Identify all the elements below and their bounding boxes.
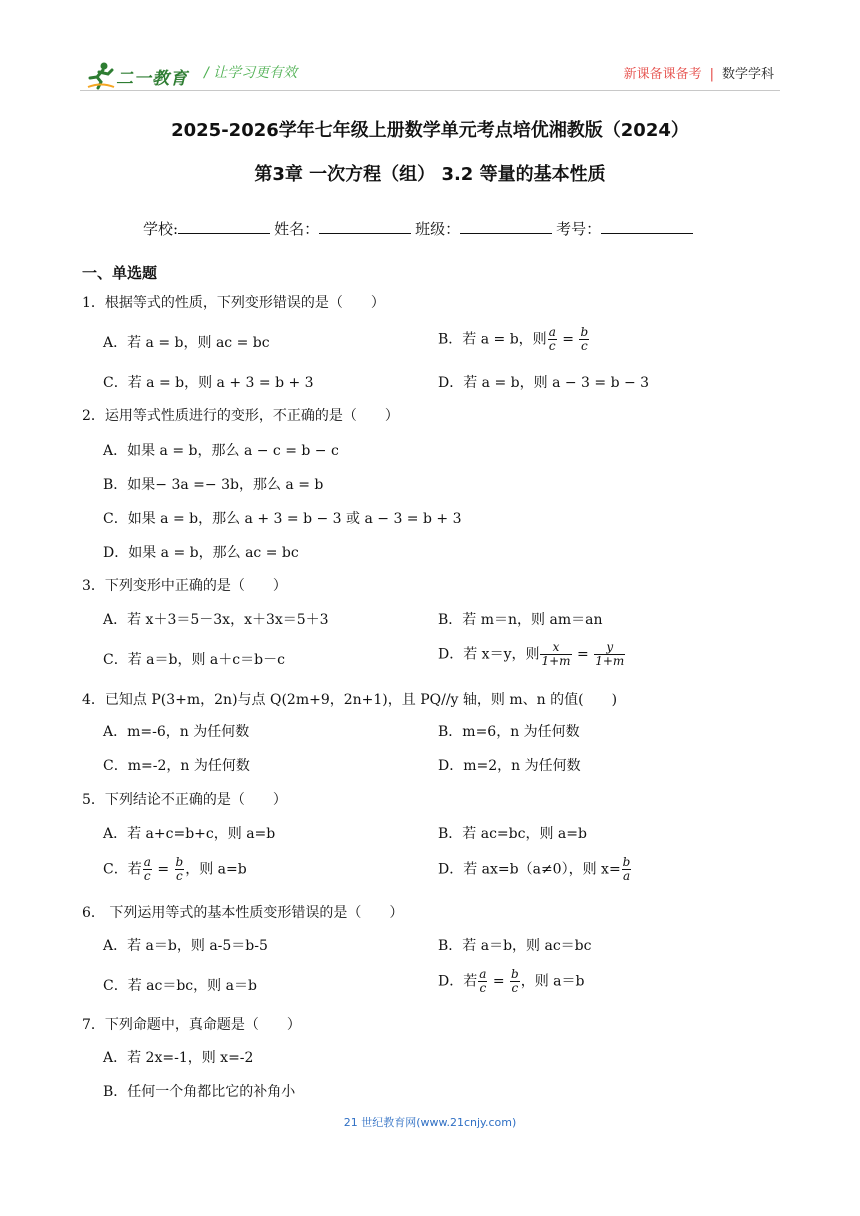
logo bbox=[86, 60, 196, 90]
header-tag: 新课备课备考 bbox=[623, 67, 702, 82]
q5-option-b: B．若 ac=bc，则 a=b bbox=[438, 826, 587, 842]
q5-option-c: C．若 $\frac{a}{c}$ = $\frac{b}{c}$ ，则 a=b bbox=[103, 855, 247, 883]
q6-option-c: C．若 ac＝bc，则 a＝b bbox=[103, 978, 257, 994]
q1-option-b-text: B．若 a = b，则 bbox=[438, 331, 547, 348]
q2-option-b: B．如果− 3a =− 3b，那么 a = b bbox=[103, 477, 324, 493]
numerator: b bbox=[622, 855, 631, 869]
q4-option-d: D．m=2，n 为任何数 bbox=[438, 758, 581, 774]
q5-option-c-tail: ，则 a=b bbox=[185, 861, 247, 878]
student-info-line bbox=[143, 218, 697, 239]
question-2-stem: 2．运用等式性质进行的变形，不正确的是（ ） bbox=[82, 408, 399, 424]
question-3-stem: 3．下列变形中正确的是（ ） bbox=[82, 578, 287, 594]
q6-option-b: B．若 a＝b，则 ac＝bc bbox=[438, 938, 592, 954]
denominator: c bbox=[143, 869, 151, 883]
section-heading: 一、单选题 bbox=[82, 264, 158, 282]
number-label: 考号： bbox=[556, 220, 602, 238]
q2-option-a: A．如果 a = b，那么 a − c = b − c bbox=[103, 443, 339, 459]
school-blank[interactable] bbox=[178, 219, 270, 234]
denominator: 1+m bbox=[595, 654, 625, 668]
header-subject bbox=[624, 63, 774, 82]
fraction bbox=[548, 326, 557, 353]
question-6-stem: 6． 下列运用等式的基本性质变形错误的是（ ） bbox=[82, 905, 404, 921]
q4-option-b: B．m=6，n 为任何数 bbox=[438, 724, 580, 740]
q7-option-a: A．若 2x=-1，则 x=-2 bbox=[103, 1050, 254, 1066]
numerator: b bbox=[175, 855, 184, 869]
q1-option-b: B．若 a = b，则 $\frac{a}{c}$ = $\frac{b}{c}$ bbox=[438, 325, 589, 353]
q2-option-d: D．如果 a = b，那么 ac = bc bbox=[103, 545, 299, 561]
q6-option-d-tail: ，则 a＝b bbox=[520, 973, 585, 990]
fraction bbox=[478, 968, 487, 995]
school-label: 学校: bbox=[143, 220, 179, 238]
chapter-title: 第3章 一次方程（组） 3.2 等量的基本性质 bbox=[254, 164, 606, 185]
numerator: a bbox=[143, 855, 151, 869]
class-blank[interactable] bbox=[460, 219, 552, 234]
fraction bbox=[540, 641, 571, 668]
q6-option-d-text: D．若 bbox=[438, 973, 478, 990]
footer-link[interactable]: 21 世纪教育网(www.21cnjy.com) bbox=[343, 1116, 517, 1129]
numerator: x bbox=[540, 641, 571, 655]
fraction bbox=[143, 856, 152, 883]
denominator: c bbox=[580, 339, 588, 353]
fraction bbox=[510, 968, 520, 995]
q7-option-b: B．任何一个角都比它的补角小 bbox=[103, 1084, 296, 1100]
number-blank[interactable] bbox=[601, 219, 693, 234]
header-subject-label: 数学学科 bbox=[721, 67, 774, 82]
q5-option-a: A．若 a+c=b+c，则 a=b bbox=[103, 826, 276, 842]
denominator: c bbox=[175, 869, 183, 883]
q1-option-c: C．若 a = b，则 a + 3 = b + 3 bbox=[103, 375, 314, 391]
q6-option-d: D．若 $\frac{a}{c}$ = $\frac{b}{c}$ ，则 a＝b bbox=[438, 967, 585, 995]
denominator: a bbox=[622, 869, 631, 883]
fraction bbox=[622, 856, 632, 883]
numerator: b bbox=[580, 325, 589, 339]
header-divider bbox=[80, 90, 780, 91]
name-blank[interactable] bbox=[319, 219, 411, 234]
question-1-stem: 1．根据等式的性质，下列变形错误的是（ ） bbox=[82, 295, 385, 311]
fraction bbox=[579, 326, 589, 353]
denominator: c bbox=[548, 339, 556, 353]
numerator: b bbox=[511, 967, 519, 981]
denominator: c bbox=[479, 981, 487, 995]
document-title: 2025-2026学年七年级上册数学单元考点培优湘教版（2024） bbox=[171, 120, 689, 141]
logo-text: 二一教育 bbox=[116, 69, 188, 89]
header-separator: | bbox=[709, 67, 714, 82]
q3-option-d: D．若 x＝y，则 $\frac{x}{1+m}$ = $\frac{y}{1+m}$ bbox=[438, 640, 625, 668]
slogan: / 让学习更有效 bbox=[204, 65, 298, 81]
q3-option-a: A．若 x＋3＝5－3x，x＋3x＝5＋3 bbox=[103, 612, 329, 628]
q5-option-d-text: D．若 ax=b（a≠0），则 x= bbox=[438, 861, 621, 878]
denominator: c bbox=[511, 981, 519, 995]
fraction bbox=[594, 641, 625, 668]
q1-option-a: A．若 a = b，则 ac = bc bbox=[103, 335, 270, 351]
q3-option-c: C．若 a＝b，则 a＋c＝b－c bbox=[103, 652, 285, 668]
numerator: a bbox=[548, 325, 556, 339]
question-5-stem: 5．下列结论不正确的是（ ） bbox=[82, 792, 287, 808]
runner-icon bbox=[86, 60, 116, 90]
class-label: 班级： bbox=[415, 220, 461, 238]
q5-option-c-text: C．若 bbox=[103, 861, 142, 878]
numerator: y bbox=[594, 641, 625, 655]
q4-option-a: A．m=-6，n 为任何数 bbox=[103, 724, 250, 740]
numerator: a bbox=[479, 967, 487, 981]
q3-option-b: B．若 m＝n，则 am＝an bbox=[438, 612, 603, 628]
fraction bbox=[175, 856, 185, 883]
denominator: 1+m bbox=[541, 654, 571, 668]
q6-option-a: A．若 a＝b，则 a-5＝b-5 bbox=[103, 938, 268, 954]
q4-option-c: C．m=-2，n 为任何数 bbox=[103, 758, 250, 774]
question-7-stem: 7．下列命题中，真命题是（ ） bbox=[82, 1017, 301, 1033]
q3-option-d-text: D．若 x＝y，则 bbox=[438, 646, 540, 663]
q5-option-d bbox=[438, 856, 632, 883]
name-label: 姓名： bbox=[274, 220, 320, 238]
q2-option-c: C．如果 a = b，那么 a + 3 = b − 3 或 a − 3 = b + 3 bbox=[103, 511, 462, 527]
q1-option-d: D．若 a = b，则 a − 3 = b − 3 bbox=[438, 375, 650, 391]
question-4-stem: 4．已知点 P(3+m，2n)与点 Q(2m+9，2n+1)，且 PQ//y 轴，则 m、n 的值( ) bbox=[82, 692, 618, 708]
